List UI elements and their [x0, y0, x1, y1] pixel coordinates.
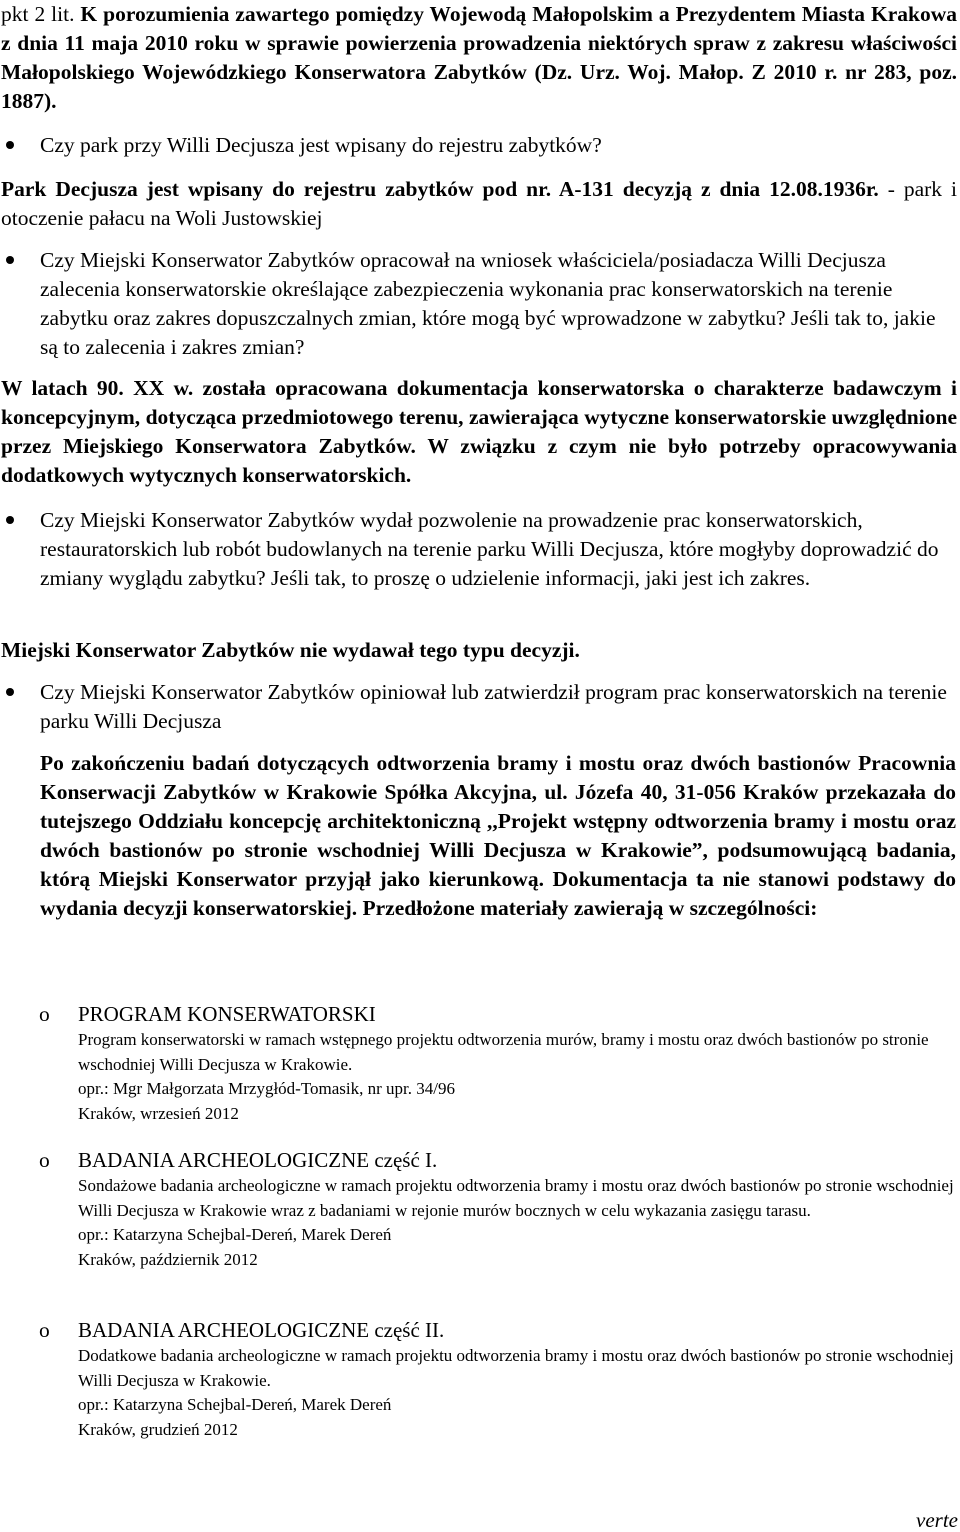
material-description: Dodatkowe badania archeologiczne w ramach projektu odtworzenia bramy i mostu oraz dwóch bastionów po stronie wschodniej Willi Decjusza w Krakowie.: [78, 1346, 954, 1390]
intro-paragraph: [1, 0, 957, 116]
material-date: Kraków, wrzesień 2012: [78, 1103, 239, 1123]
answer-2: W latach 90. XX w. została opracowana dokumentacja konserwatorska o charakterze badawczym i koncepcyjnym, dotycząca przedmiotowego terenu, zawierająca wytyczne konserwatorskie uwzględnione przez Miejskiego Konserwatora Zabytków. W związku z czym nie było potrzeby opracowywania dodatkowych wytycznych konserwatorskich.: [1, 376, 957, 487]
answer-3: Miejski Konserwator Zabytków nie wydawał tego typu decyzji.: [1, 638, 580, 662]
material-title: o BADANIA ARCHEOLOGICZNE część I.: [78, 1148, 438, 1172]
question-2: Czy Miejski Konserwator Zabytków opracował na wniosek właściciela/posiadacza Willi Decjusza zalecenia konserwatorskie określające zabezpieczenia wykonania prac konserwatorskich na terenie zabytku oraz zakres dopuszczalnych zmian, które mogą być wprowadzone w zabytku? Jeśli tak to, jakie są to zalecenia i zakres zmian?: [40, 246, 956, 362]
answer-1-rest: - park i otoczenie pałacu na Woli Justowskiej: [1, 177, 957, 230]
material-title: o BADANIA ARCHEOLOGICZNE część II.: [78, 1318, 445, 1342]
intro-prefix: pkt 2 lit.: [1, 2, 81, 26]
material-description: Sondażowe badania archeologiczne w ramach projektu odtworzenia bramy i mostu oraz dwóch bastionów po stronie wschodniej Willi Decjusza w Krakowie wraz z badaniami w rejonie murów bocznych w celu wykazania zasięgu tarasu.: [78, 1176, 954, 1220]
material-date: Kraków, październik 2012: [78, 1249, 258, 1269]
question-3: Czy Miejski Konserwator Zabytków wydał pozwolenie na prowadzenie prac konserwatorskich, restauratorskich lub robót budowlanych na terenie parku Willi Decjusza, które mogłyby doprowadzić do zmiany wyglądu zabytku? Jeśli tak, to proszę o udzielenie informacji, jaki jest ich zakres.: [40, 506, 956, 593]
material-item: [78, 1146, 956, 1272]
material-item: [78, 1000, 956, 1126]
material-author: opr.: Mgr Małgorzata Mrzygłód-Tomasik, nr upr. 34/96: [78, 1079, 455, 1098]
material-title: o PROGRAM KONSERWATORSKI: [78, 1002, 376, 1026]
material-author: opr.: Katarzyna Schejbal-Dereń, Marek Dereń: [78, 1225, 392, 1244]
answer-4: Po zakończeniu badań dotyczących odtworzenia bramy i mostu oraz dwóch bastionów Pracownia Konserwacji Zabytków w Krakowie Spółka Akcyjna, ul. Józefa 40, 31-056 Kraków przekazała do tutejszego Oddziału koncepcję architektoniczną ,,Projekt wstępny odtworzenia bramy i mostu oraz dwóch bastionów po stronie wschodniej Willi Decjusza w Krakowie”, podsumowującą badania, którą Miejski Konserwator przyjął jako kierunkową. Dokumentacja ta nie stanowi podstawy do wydania decyzji konserwatorskiej. Przedłożone materiały zawierają w szczególności:: [40, 751, 956, 920]
question-1: Czy park przy Willi Decjusza jest wpisany do rejestru zabytków?: [40, 131, 956, 160]
answer-1-bold: Park Decjusza jest wpisany do rejestru zabytków pod nr. A-131 decyzją z dnia 12.08.1936r.: [1, 177, 879, 201]
question-4: Czy Miejski Konserwator Zabytków opiniował lub zatwierdził program prac konserwatorskich na terenie parku Willi Decjusza: [40, 678, 956, 736]
material-item: [78, 1316, 956, 1442]
material-author: opr.: Katarzyna Schejbal-Dereń, Marek Dereń: [78, 1395, 392, 1414]
answer-1: [1, 175, 957, 233]
intro-bold-text: K porozumienia zawartego pomiędzy Wojewodą Małopolskim a Prezydentem Miasta Krakowa z dnia 11 maja 2010 roku w sprawie powierzenia prowadzenia niektórych spraw z zakresu właściwości Małopolskiego Wojewódzkiego Konserwatora Zabytków (Dz. Urz. Woj. Małop. Z 2010 r. nr 283, poz. 1887).: [1, 2, 957, 113]
verte-note: verte: [916, 1508, 958, 1532]
material-date: Kraków, grudzień 2012: [78, 1419, 238, 1439]
material-description: Program konserwatorski w ramach wstępnego projektu odtworzenia murów, bramy i mostu oraz dwóch bastionów po stronie wschodniej Willi Decjusza w Krakowie.: [78, 1030, 929, 1074]
